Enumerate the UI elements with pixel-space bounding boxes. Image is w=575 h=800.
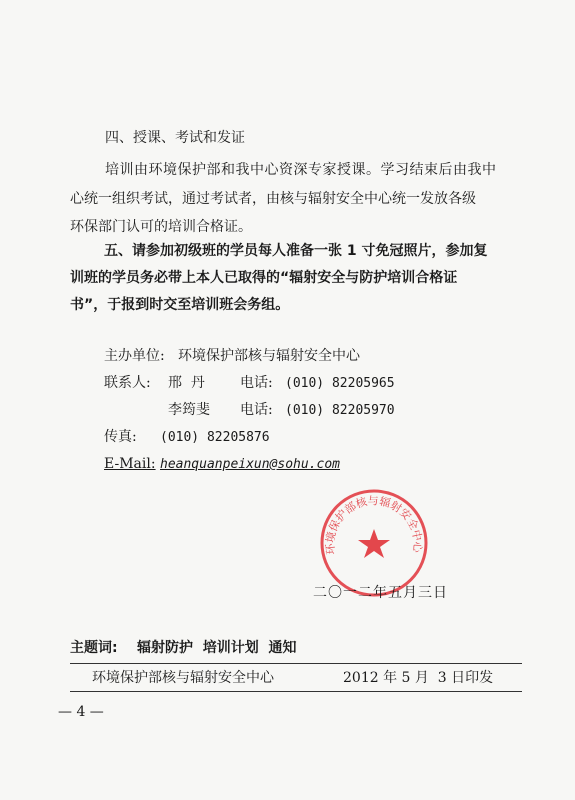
star-icon <box>358 529 390 558</box>
fax-number: (010) 82205876 <box>160 430 270 445</box>
section4-para-line3: 环保部门认可的培训合格证。 <box>70 219 252 235</box>
keywords-list: 辐射防护 培训计划 通知 <box>137 640 297 656</box>
footer-divider-bottom <box>70 691 522 692</box>
contact-person-2: 李筠斐 <box>168 402 210 418</box>
phone-number-1: (010) 82205965 <box>285 376 395 391</box>
phone-number-2: (010) 82205970 <box>285 403 395 418</box>
issue-date: 二〇一二年五月三日 <box>313 585 448 601</box>
email-label: E-Mail: <box>104 456 156 472</box>
section4-heading: 四、授课、考试和发证 <box>105 130 245 146</box>
section5-line3: 书”，于报到时交至培训班会务组。 <box>70 297 290 313</box>
contact-label: 联系人: <box>104 375 151 391</box>
section5-line1: 五、请参加初级班的学员每人准备一张 1 寸免冠照片，参加复 <box>104 243 488 259</box>
section5-line2: 训班的学员务必带上本人已取得的“辐射安全与防护培训合格证 <box>70 270 458 286</box>
footer-print-date: 2012 年 5 月 3 日印发 <box>343 670 494 686</box>
section4-para-line1: 培训由环境保护部和我中心资深专家授课。学习结束后由我中 <box>105 162 497 178</box>
footer-divider-top <box>70 663 522 664</box>
fax-label: 传真: <box>104 429 137 445</box>
footer-issuer: 环境保护部核与辐射安全中心 <box>92 670 274 686</box>
page-number: — 4 — <box>58 704 104 720</box>
organizer-label: 主办单位: <box>104 348 165 364</box>
seal-ring-text: 环境保护部核与辐射安全中心 <box>323 494 425 556</box>
phone-label-2: 电话: <box>240 402 273 418</box>
keywords-label: 主题词: <box>70 640 118 656</box>
contact-person-1: 邢 丹 <box>168 375 205 391</box>
email-address[interactable]: heanquanpeixun@sohu.com <box>160 457 341 472</box>
section4-para-line2: 心统一组织考试，通过考试者，由核与辐射安全中心统一发放各级 <box>70 191 476 207</box>
phone-label-1: 电话: <box>240 375 273 391</box>
organizer-name: 环境保护部核与辐射安全中心 <box>178 348 360 364</box>
